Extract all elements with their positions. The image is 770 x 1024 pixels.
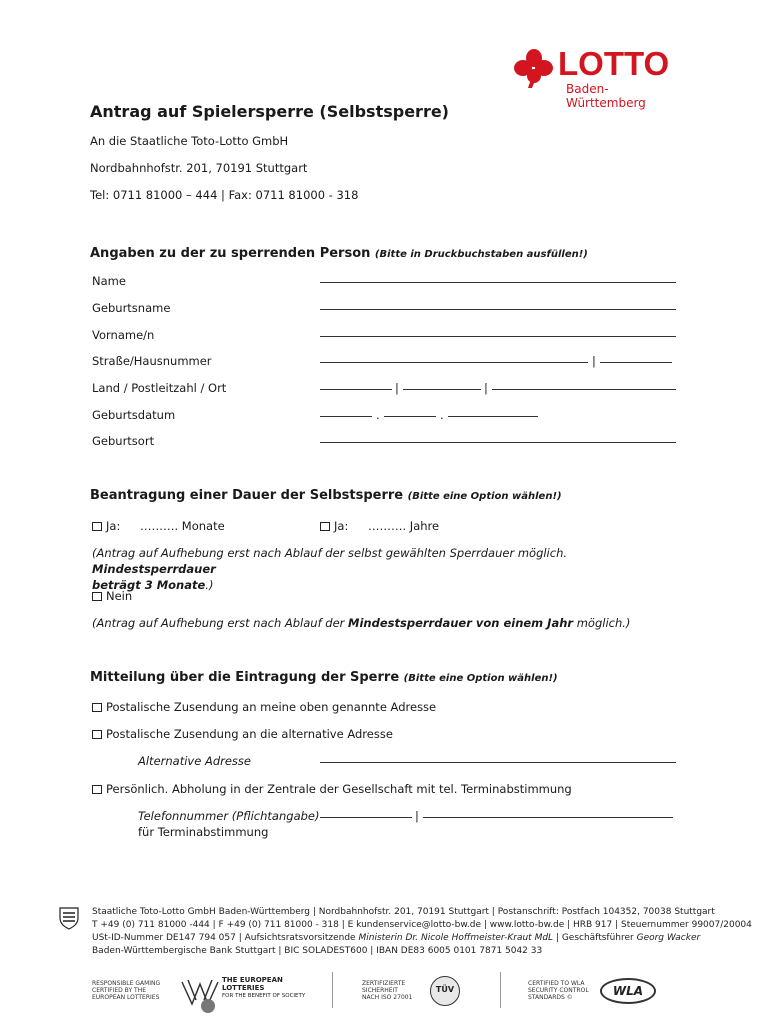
clover-icon (512, 48, 556, 88)
lotto-region: Baden-Württemberg (566, 82, 646, 110)
field-vorname[interactable] (320, 336, 676, 337)
option-post-own[interactable]: Postalische Zusendung an meine oben genannte Adresse (92, 700, 436, 714)
checkbox-icon[interactable] (320, 522, 330, 531)
field-phone-prefix[interactable] (320, 817, 412, 818)
field-hausnummer[interactable] (600, 362, 672, 363)
badge-wla-certified: CERTIFIED TO WLA SECURITY CONTROL STANDARDS © (528, 980, 589, 1001)
option-pickup[interactable]: Persönlich. Abholung in der Zentrale der Gesellschaft mit tel. Terminabstimmung (92, 782, 572, 796)
monate-field[interactable]: ………. Monate (140, 519, 225, 533)
section-duration-title: Beantragung einer Dauer der Selbstsperre (Bitte eine Option wählen!) (90, 488, 562, 503)
badge-zertifiziert: ZERTIFIZIERTE SICHERHEIT NACH ISO 27001 (362, 980, 413, 1001)
field-geburtsort[interactable] (320, 442, 676, 443)
footer-line2: T +49 (0) 711 81000 -444 | F +49 (0) 711 81000 - 318 | E kundenservice@lotto-bw.de | www.lotto-bw.de | HRB 917 | Steuernummer 99007/20004 (92, 920, 752, 930)
option-ja-monate[interactable]: Ja: (92, 519, 120, 533)
field-geburtsmonat[interactable] (384, 416, 436, 417)
checkbox-icon[interactable] (92, 785, 102, 794)
separator: | (592, 354, 596, 368)
field-strasse[interactable] (320, 362, 588, 363)
label-geburtsdatum: Geburtsdatum (92, 408, 176, 422)
section-person-title: Angaben zu der zu sperrenden Person (Bitte in Druckbuchstaben ausfüllen!) (90, 246, 588, 261)
field-geburtsname[interactable] (320, 309, 676, 310)
section-duration-note: (Bitte eine Option wählen!) (407, 491, 562, 502)
option-post-alt[interactable]: Postalische Zusendung an die alternative Adresse (92, 727, 393, 741)
address-line1: An die Staatliche Toto-Lotto GmbH (90, 134, 289, 148)
label-phone-2: für Terminabstimmung (138, 825, 269, 839)
label-strasse: Straße/Hausnummer (92, 354, 212, 368)
field-alt-address[interactable] (320, 762, 676, 763)
page-title: Antrag auf Spielersperre (Selbstsperre) (90, 102, 449, 121)
section-person-note: (Bitte in Druckbuchstaben ausfüllen!) (374, 249, 588, 260)
label-geburtsname: Geburtsname (92, 301, 171, 315)
separator: | (415, 809, 419, 823)
footer-line3: USt-ID-Nummer DE147 794 057 | Aufsichtsratsvorsitzende Ministerin Dr. Nicole Hoffmeister-Kraut MdL | Geschäftsführer Georg Wacker (92, 933, 701, 943)
option-nein[interactable]: Nein (92, 589, 132, 603)
footer-line1: Staatliche Toto-Lotto GmbH Baden-Württemberg | Nordbahnhofstr. 201, 70191 Stuttgart | Postanschrift: Postfach 104352, 70038 Stuttgart (92, 907, 715, 917)
checkbox-icon[interactable] (92, 592, 102, 601)
separator: | (395, 381, 399, 395)
checkbox-icon[interactable] (92, 730, 102, 739)
field-phone-number[interactable] (423, 817, 673, 818)
field-name[interactable] (320, 282, 676, 283)
label-vorname: Vorname/n (92, 328, 155, 342)
label-phone: Telefonnummer (Pflichtangabe) (138, 809, 320, 823)
field-land[interactable] (320, 389, 392, 390)
coat-of-arms-icon (58, 906, 80, 930)
label-alt-address: Alternative Adresse (138, 754, 251, 768)
section-notification-title: Mitteilung über die Eintragung der Sperre (Bitte eine Option wählen!) (90, 670, 558, 685)
field-ort[interactable] (492, 389, 676, 390)
option-ja-jahre[interactable]: Ja: (320, 519, 348, 533)
divider (332, 972, 333, 1008)
field-plz[interactable] (403, 389, 481, 390)
label-land: Land / Postleitzahl / Ort (92, 381, 227, 395)
lotto-wordmark: LOTTO (558, 45, 670, 82)
footer-line4: Baden-Württembergische Bank Stuttgart | BIC SOLADEST600 | IBAN DE83 6005 0101 7871 5042 33 (92, 946, 543, 956)
note-nein: (Antrag auf Aufhebung erst nach Ablauf der Mindestsperrdauer von einem Jahr möglich.) (92, 616, 631, 630)
wla-logo-icon: WLA (600, 978, 656, 1004)
divider (500, 972, 501, 1008)
note-months: (Antrag auf Aufhebung erst nach Ablauf der selbst gewählten Sperrdauer möglich. Mindestsperrdauer beträgt 3 Monate.) (92, 546, 568, 592)
checkbox-icon[interactable] (92, 703, 102, 712)
lotto-logo (512, 44, 682, 110)
separator: . (376, 408, 380, 422)
jahre-field[interactable]: ………. Jahre (368, 519, 440, 533)
checkbox-icon[interactable] (92, 522, 102, 531)
section-notification-note: (Bitte eine Option wählen!) (403, 673, 558, 684)
label-name: Name (92, 274, 126, 288)
badge-responsible-gaming: RESPONSIBLE GAMING CERTIFIED BY THE EUROPEAN LOTTERIES (92, 980, 161, 1001)
separator: | (484, 381, 488, 395)
contact-line: Tel: 0711 81000 – 444 | Fax: 0711 81000 - 318 (90, 188, 359, 202)
field-geburtstag[interactable] (320, 416, 372, 417)
separator: . (440, 408, 444, 422)
tuv-seal-icon: TÜV (430, 976, 460, 1006)
field-geburtsjahr[interactable] (448, 416, 538, 417)
address-line2: Nordbahnhofstr. 201, 70191 Stuttgart (90, 161, 308, 175)
badge-european-lotteries: THE EUROPEAN LOTTERIES FOR THE BENEFIT OF SOCIETY (222, 976, 306, 999)
label-geburtsort: Geburtsort (92, 434, 155, 448)
european-lotteries-logo-icon (178, 974, 222, 1014)
